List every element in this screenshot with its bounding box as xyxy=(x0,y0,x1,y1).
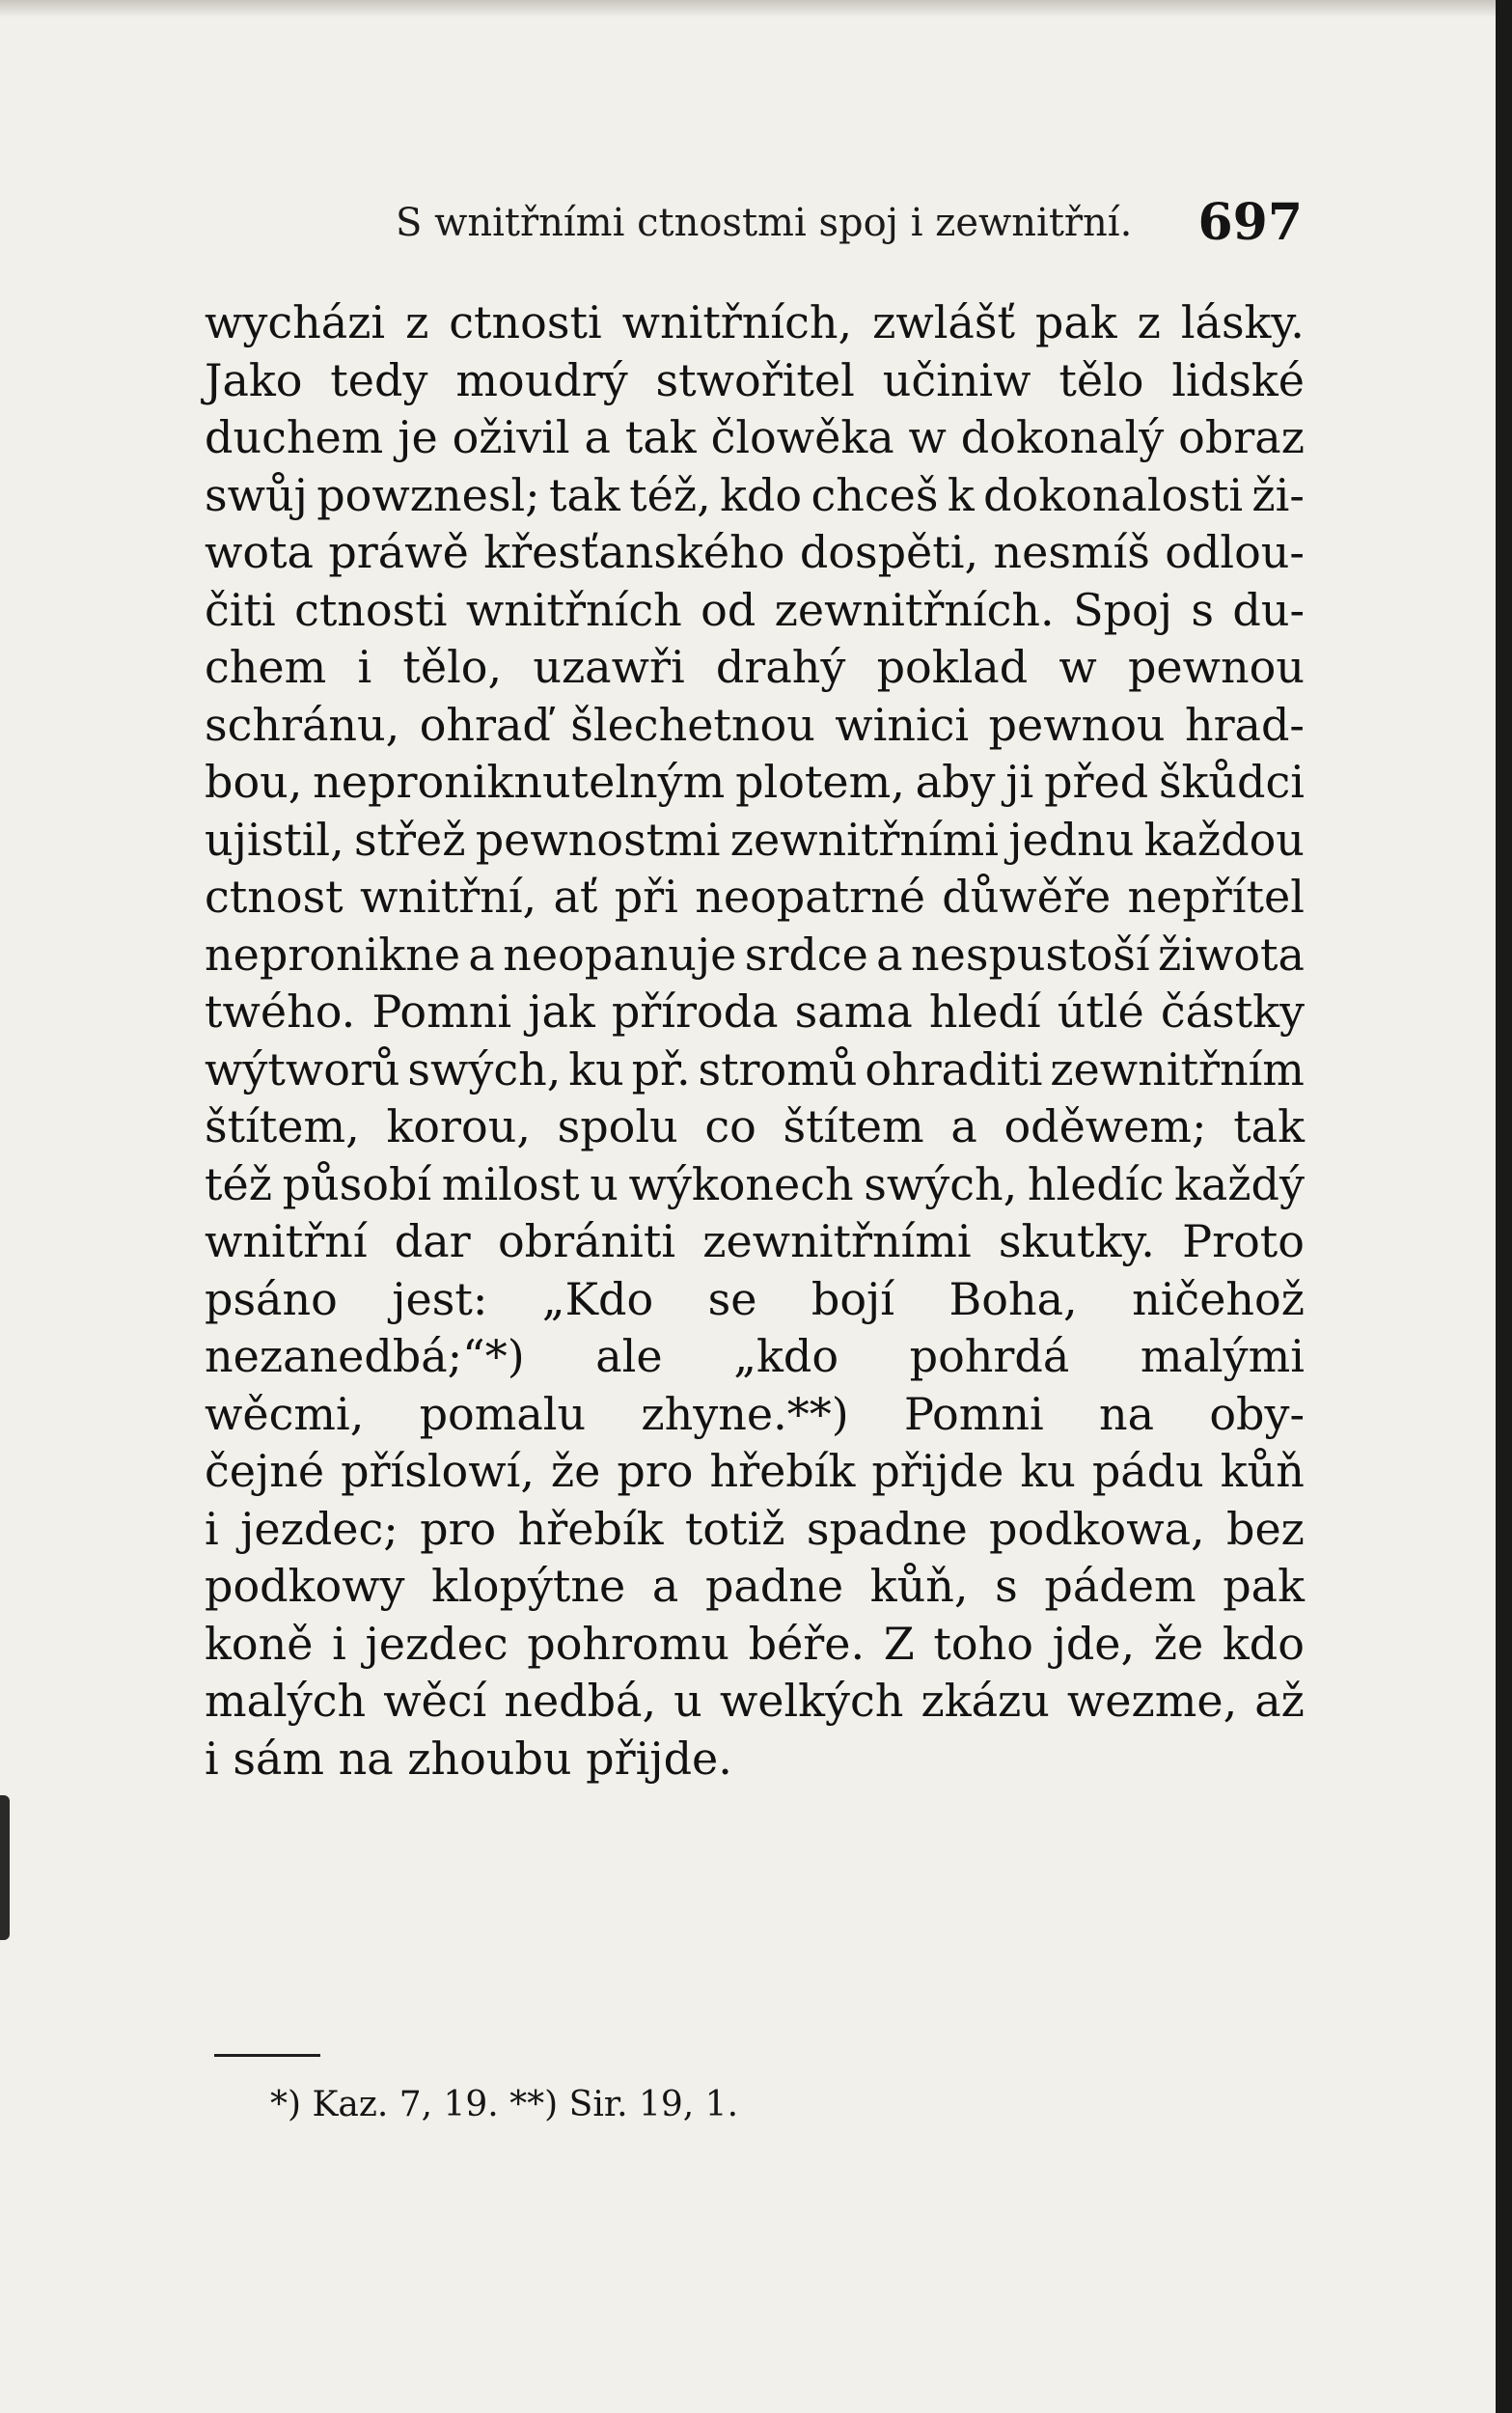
text-line: wota práwě křesťanského dospěti, nesmíš odlou- xyxy=(205,526,1305,578)
page-number: 697 xyxy=(1197,193,1303,252)
text-line: wýtworů swých, ku př. stromů ohraditi zewnitřním xyxy=(205,1042,1305,1096)
text-line: wěcmi, pomalu zhyne.**) Pomni na oby- xyxy=(205,1387,1305,1440)
text-line: duchem je oživil a tak člowěka w dokonalý obraz xyxy=(205,411,1305,463)
text-line: podkowy klopýtne a padne kůň, s pádem pak xyxy=(205,1560,1305,1612)
scan-edge xyxy=(1496,0,1512,2413)
text-line: swůj powznesl; tak též, kdo chceš k dokonalosti ži- xyxy=(205,468,1305,521)
footnotes: *) Kaz. 7, 19. **) Sir. 19, 1. xyxy=(270,2085,739,2124)
text-line: ctnost wnitřní, ať při neopatrné důwěře nepřítel xyxy=(205,871,1305,923)
text-line: koně i jezdec pohromu béře. Z toho jde, že kdo xyxy=(205,1617,1305,1670)
text-line: Jako tedy moudrý stwořitel učiniw tělo lidské xyxy=(205,353,1305,406)
text-line: nezanedbá;“*) ale „kdo pohrdá malými xyxy=(205,1330,1305,1382)
text-line: ujistil, střež pewnostmi zewnitřními jednu každou xyxy=(205,813,1305,866)
text-line: schránu, ohraď šlechetnou winici pewnou hrad- xyxy=(205,698,1305,751)
text-line: též působí milost u wýkonech swých, hledíc každý xyxy=(205,1157,1305,1210)
footnote-rule xyxy=(214,2054,320,2057)
running-head xyxy=(396,193,1303,251)
page-top-edge xyxy=(0,0,1496,17)
text-line: čejné příslowí, že pro hřebík přijde ku pádu kůň xyxy=(205,1445,1305,1497)
body-text xyxy=(205,294,1305,1788)
binding-shadow xyxy=(0,1795,10,1940)
text-line: nepronikne a neopanuje srdce a nespustoší žiwota xyxy=(205,928,1305,981)
text-line: malých wěcí nedbá, u welkých zkázu wezme, až xyxy=(205,1675,1305,1727)
text-line: wycházi z ctnosti wnitřních, zwlášť pak z lásky. xyxy=(205,296,1305,348)
text-line: wnitřní dar obrániti zewnitřními skutky. Proto xyxy=(205,1215,1305,1267)
text-line: psáno jest: „Kdo se bojí Boha, ničehož xyxy=(205,1272,1305,1325)
text-line: twého. Pomni jak příroda sama hledí útlé částky xyxy=(205,985,1305,1038)
text-line: bou, neproniknutelným plotem, aby ji před škůdci xyxy=(205,756,1305,808)
text-line: i jezdec; pro hřebík totiž spadne podkowa, bez xyxy=(205,1502,1305,1555)
text-line: štítem, korou, spolu co štítem a oděwem; tak xyxy=(205,1100,1305,1152)
running-title: S wnitřními ctnostmi spoj i zewnitřní. xyxy=(396,201,1133,245)
text-line: chem i tělo, uzawři drahý poklad w pewnou xyxy=(205,641,1305,693)
text-line: čiti ctnosti wnitřních od zewnitřních. Spoj s du- xyxy=(205,583,1305,636)
text-line: i sám na zhoubu přijde. xyxy=(205,1732,732,1785)
